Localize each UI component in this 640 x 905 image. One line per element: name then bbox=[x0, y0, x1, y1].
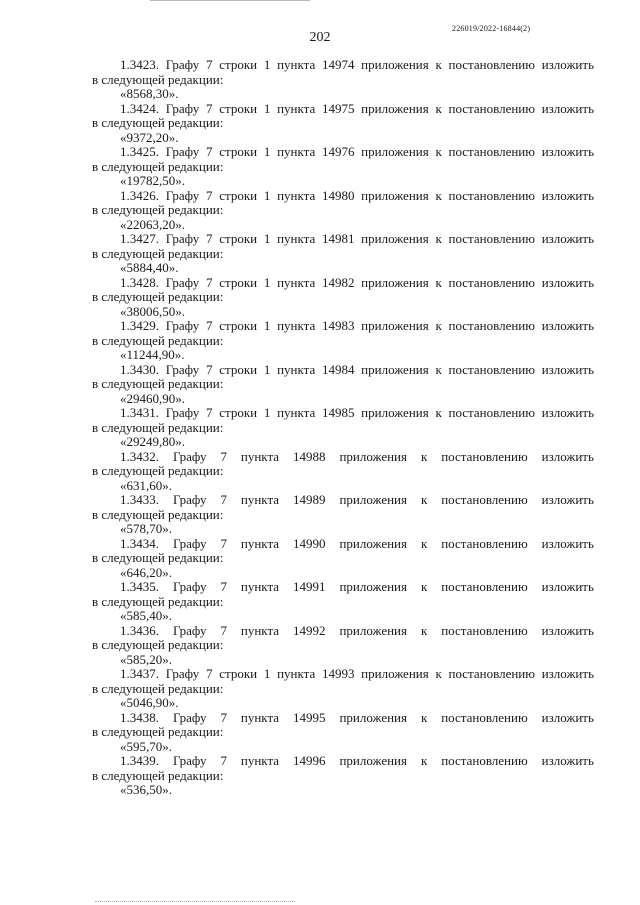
amendment-word: к bbox=[420, 709, 428, 725]
amendment-word: 7 bbox=[206, 318, 213, 333]
amendment-word: Графу bbox=[172, 535, 207, 551]
amendment-word: пункта bbox=[277, 144, 316, 159]
amendment-word: пункта bbox=[240, 622, 280, 638]
amendment-word: приложения bbox=[361, 187, 429, 203]
amendment-word: 14993 bbox=[321, 666, 355, 681]
amendment-word: к bbox=[435, 144, 442, 159]
amendment-word: к bbox=[435, 274, 442, 290]
amendment-word: постановлению bbox=[448, 318, 535, 333]
amendment-word: 7 bbox=[206, 405, 213, 420]
amendment-value: «29249,80». bbox=[120, 434, 185, 449]
amendment-word: к bbox=[435, 100, 442, 116]
amendment-continuation: в следующей редакции: bbox=[92, 71, 224, 87]
amendment-item bbox=[92, 667, 594, 711]
amendment-word: 14982 bbox=[321, 274, 355, 290]
amendment-word: 14984 bbox=[321, 361, 355, 377]
amendment-value: «29460,90». bbox=[120, 390, 185, 406]
amendment-value: «536,50». bbox=[120, 782, 172, 797]
amendment-word: 1 bbox=[263, 100, 271, 116]
amendment-continuation: в следующей редакции: bbox=[92, 724, 224, 739]
amendment-word: Графу bbox=[172, 579, 207, 594]
amendment-first-line bbox=[92, 537, 594, 552]
amendment-word: пункта bbox=[277, 100, 316, 116]
amendment-word: 1.3428. bbox=[120, 274, 159, 290]
amendment-word: 1.3438. bbox=[120, 709, 159, 725]
amendment-word: 7 bbox=[220, 535, 227, 551]
amendment-word: Графу bbox=[172, 753, 207, 768]
amendment-word: 14991 bbox=[293, 579, 326, 594]
amendment-word: приложения bbox=[361, 231, 429, 246]
amendment-first-line bbox=[92, 450, 594, 465]
amendment-word: изложить bbox=[541, 666, 594, 681]
amendment-word: изложить bbox=[541, 753, 594, 768]
amendment-word: 7 bbox=[220, 579, 227, 594]
amendment-word: 1.3437. bbox=[120, 666, 159, 681]
amendment-word: постановлению bbox=[448, 57, 535, 72]
amendment-word: приложения bbox=[339, 448, 407, 464]
amendment-word: 1 bbox=[263, 361, 271, 377]
amendment-word: 7 bbox=[206, 666, 213, 681]
amendment-word: 7 bbox=[206, 100, 213, 116]
amendment-word: 7 bbox=[206, 144, 213, 159]
amendment-word: приложения bbox=[339, 579, 407, 594]
amendment-word: Графу bbox=[165, 100, 200, 116]
amendment-word: строки bbox=[219, 231, 258, 246]
amendment-word: пункта bbox=[277, 187, 316, 203]
amendment-word: Графу bbox=[165, 57, 200, 72]
amendment-word: 14992 bbox=[293, 622, 326, 638]
amendment-word: к bbox=[420, 448, 428, 464]
amendment-first-line bbox=[92, 145, 594, 160]
amendment-word: изложить bbox=[541, 187, 594, 203]
amendment-continuation: в следующей редакции: bbox=[92, 506, 224, 522]
amendment-word: строки bbox=[219, 666, 258, 681]
amendment-word: 14975 bbox=[321, 100, 355, 116]
amendment-word: строки bbox=[219, 57, 258, 72]
amendment-word: к bbox=[435, 405, 442, 420]
amendment-word: приложения bbox=[339, 709, 407, 725]
amendment-item bbox=[92, 102, 594, 146]
amendment-word: 1.3424. bbox=[120, 100, 159, 116]
amendment-continuation: в следующей редакции: bbox=[92, 245, 224, 261]
amendment-value: «646,20». bbox=[120, 564, 172, 580]
amendment-first-line bbox=[92, 711, 594, 726]
amendment-word: к bbox=[420, 622, 428, 638]
amendment-value: «5884,40». bbox=[120, 260, 179, 275]
amendment-word: 7 bbox=[206, 231, 213, 246]
amendment-word: приложения bbox=[339, 492, 407, 507]
amendment-word: 1.3433. bbox=[120, 492, 159, 507]
amendment-item bbox=[92, 189, 594, 233]
amendment-word: изложить bbox=[541, 274, 594, 290]
amendment-word: Графу bbox=[172, 709, 207, 725]
amendment-word: 7 bbox=[220, 753, 227, 768]
amendment-word: 1.3430. bbox=[120, 361, 159, 377]
amendment-continuation: в следующей редакции: bbox=[92, 593, 224, 609]
amendment-value: «585,20». bbox=[120, 651, 172, 667]
amendment-word: 1.3439. bbox=[120, 753, 159, 768]
amendment-value: «5046,90». bbox=[120, 695, 179, 710]
amendment-word: изложить bbox=[541, 318, 594, 333]
amendment-word: к bbox=[435, 57, 442, 72]
amendment-first-line bbox=[92, 493, 594, 508]
amendment-word: 1 bbox=[263, 666, 271, 681]
amendment-word: изложить bbox=[541, 448, 594, 464]
amendment-word: 1 bbox=[263, 231, 271, 246]
amendment-word: приложения bbox=[361, 405, 429, 420]
amendment-word: изложить bbox=[541, 57, 594, 72]
amendment-word: пункта bbox=[277, 405, 316, 420]
amendment-word: изложить bbox=[541, 231, 594, 246]
amendment-item bbox=[92, 624, 594, 668]
amendment-value: «22063,20». bbox=[120, 216, 185, 232]
amendment-word: пункта bbox=[277, 231, 316, 246]
amendment-word: строки bbox=[219, 405, 258, 420]
amendment-word: приложения bbox=[339, 622, 407, 638]
page-number: 202 bbox=[309, 30, 331, 45]
amendment-word: приложения bbox=[339, 535, 407, 551]
amendment-word: постановлению bbox=[448, 231, 535, 246]
amendment-continuation: в следующей редакции: bbox=[92, 289, 224, 304]
amendment-word: к bbox=[420, 535, 428, 551]
amendment-continuation: в следующей редакции: bbox=[92, 115, 224, 130]
top-scan-rule bbox=[150, 0, 310, 1]
amendment-word: 14990 bbox=[293, 535, 326, 551]
amendment-word: пункта bbox=[240, 492, 280, 507]
amendment-continuation: в следующей редакции: bbox=[92, 202, 224, 217]
amendment-value: «11244,90». bbox=[120, 347, 185, 362]
amendment-word: приложения bbox=[361, 57, 429, 72]
amendment-first-line bbox=[92, 319, 594, 334]
amendment-word: приложения bbox=[361, 318, 429, 333]
amendment-word: строки bbox=[219, 100, 258, 116]
amendment-word: 1 bbox=[263, 187, 271, 203]
amendment-word: 1.3427. bbox=[120, 231, 159, 246]
amendment-word: 1 bbox=[263, 144, 271, 159]
document-id: 226019/2022-16844(2) bbox=[452, 24, 531, 33]
amendment-word: к bbox=[435, 361, 442, 377]
amendment-item bbox=[92, 145, 594, 189]
amendment-word: к bbox=[435, 231, 442, 246]
amendment-word: пункта bbox=[240, 709, 280, 725]
amendment-item bbox=[92, 537, 594, 581]
amendment-first-line bbox=[92, 406, 594, 421]
amendment-word: постановлению bbox=[441, 579, 528, 594]
amendment-word: 14996 bbox=[293, 753, 326, 768]
amendment-item bbox=[92, 580, 594, 624]
amendment-first-line bbox=[92, 189, 594, 204]
amendment-word: Графу bbox=[172, 448, 207, 464]
amendment-word: 7 bbox=[206, 187, 213, 203]
amendment-word: изложить bbox=[541, 622, 594, 638]
amendment-first-line bbox=[92, 580, 594, 595]
document-body bbox=[92, 58, 594, 798]
amendment-word: 7 bbox=[206, 274, 213, 290]
amendment-word: изложить bbox=[541, 579, 594, 594]
amendment-word: приложения bbox=[361, 361, 429, 377]
amendment-word: постановлению bbox=[448, 187, 535, 203]
amendment-word: 1 bbox=[263, 57, 271, 72]
amendment-word: пункта bbox=[240, 448, 280, 464]
amendment-word: 1.3426. bbox=[120, 187, 159, 203]
amendment-value: «595,70». bbox=[120, 738, 172, 754]
amendment-word: к bbox=[435, 318, 442, 333]
amendment-word: строки bbox=[219, 361, 258, 377]
amendment-item bbox=[92, 711, 594, 755]
amendment-word: Графу bbox=[165, 405, 200, 420]
amendment-word: Графу bbox=[172, 622, 207, 638]
amendment-item bbox=[92, 754, 594, 798]
amendment-continuation: в следующей редакции: bbox=[92, 767, 224, 783]
amendment-first-line bbox=[92, 363, 594, 378]
amendment-continuation: в следующей редакции: bbox=[92, 680, 224, 696]
amendment-continuation: в следующей редакции: bbox=[92, 550, 224, 565]
amendment-word: приложения bbox=[339, 753, 407, 768]
amendment-value: «9372,20». bbox=[120, 129, 179, 145]
amendment-word: 14976 bbox=[321, 144, 355, 159]
amendment-word: 14981 bbox=[321, 231, 355, 246]
amendment-value: «631,60». bbox=[120, 477, 172, 493]
amendment-item bbox=[92, 363, 594, 407]
amendment-word: к bbox=[420, 753, 428, 768]
amendment-word: постановлению bbox=[441, 709, 528, 725]
amendment-word: пункта bbox=[277, 57, 316, 72]
amendment-word: постановлению bbox=[448, 274, 535, 290]
amendment-word: Графу bbox=[165, 144, 200, 159]
amendment-continuation: в следующей редакции: bbox=[92, 332, 224, 348]
amendment-word: Графу bbox=[165, 318, 200, 333]
amendment-word: изложить bbox=[541, 361, 594, 377]
amendment-word: строки bbox=[219, 274, 258, 290]
amendment-word: приложения bbox=[361, 144, 429, 159]
amendment-word: пункта bbox=[240, 535, 280, 551]
amendment-word: постановлению bbox=[441, 753, 528, 768]
amendment-continuation: в следующей редакции: bbox=[92, 376, 224, 391]
amendment-word: приложения bbox=[361, 666, 429, 681]
amendment-item bbox=[92, 232, 594, 276]
amendment-word: 14974 bbox=[321, 57, 355, 72]
amendment-word: Графу bbox=[165, 274, 200, 290]
amendment-word: к bbox=[420, 579, 428, 594]
amendment-word: пункта bbox=[240, 579, 280, 594]
amendment-word: 7 bbox=[220, 709, 227, 725]
amendment-word: постановлению bbox=[448, 405, 535, 420]
amendment-first-line bbox=[92, 58, 594, 73]
amendment-word: 1 bbox=[263, 274, 271, 290]
amendment-word: 7 bbox=[220, 492, 227, 507]
amendment-word: изложить bbox=[541, 405, 594, 420]
amendment-word: 1.3429. bbox=[120, 318, 159, 333]
amendment-word: постановлению bbox=[448, 666, 535, 681]
amendment-word: пункта bbox=[277, 318, 316, 333]
amendment-first-line bbox=[92, 667, 594, 682]
amendment-word: 1 bbox=[263, 405, 271, 420]
amendment-word: 7 bbox=[220, 622, 227, 638]
amendment-word: 14983 bbox=[321, 318, 355, 333]
amendment-word: 1.3436. bbox=[120, 622, 159, 638]
amendment-item bbox=[92, 406, 594, 450]
amendment-word: 14989 bbox=[293, 492, 326, 507]
amendment-word: Графу bbox=[165, 187, 200, 203]
amendment-word: пункта bbox=[277, 666, 316, 681]
amendment-word: изложить bbox=[541, 144, 594, 159]
amendment-value: «585,40». bbox=[120, 608, 172, 623]
amendment-word: строки bbox=[219, 144, 258, 159]
amendment-word: строки bbox=[219, 187, 258, 203]
amendment-first-line bbox=[92, 102, 594, 117]
amendment-word: 14995 bbox=[293, 709, 326, 725]
amendment-continuation: в следующей редакции: bbox=[92, 158, 224, 174]
amendment-word: 1.3432. bbox=[120, 448, 159, 464]
amendment-word: строки bbox=[219, 318, 258, 333]
amendment-word: 1 bbox=[263, 318, 271, 333]
amendment-word: 14985 bbox=[321, 405, 355, 420]
amendment-word: 7 bbox=[206, 361, 213, 377]
amendment-first-line bbox=[92, 624, 594, 639]
amendment-word: пункта bbox=[240, 753, 280, 768]
amendment-word: постановлению bbox=[441, 448, 528, 464]
amendment-item bbox=[92, 276, 594, 320]
amendment-word: 14988 bbox=[293, 448, 326, 464]
amendment-word: пункта bbox=[277, 361, 316, 377]
amendment-word: приложения bbox=[361, 100, 429, 116]
amendment-word: Графу bbox=[165, 231, 200, 246]
amendment-word: приложения bbox=[361, 274, 429, 290]
amendment-word: Графу bbox=[172, 492, 207, 507]
bottom-scan-noise bbox=[95, 901, 295, 903]
amendment-word: к bbox=[435, 187, 442, 203]
amendment-item bbox=[92, 493, 594, 537]
amendment-continuation: в следующей редакции: bbox=[92, 463, 224, 478]
amendment-word: 7 bbox=[206, 57, 213, 72]
amendment-word: 1.3434. bbox=[120, 535, 159, 551]
amendment-word: изложить bbox=[541, 100, 594, 116]
amendment-word: 1.3435. bbox=[120, 579, 159, 594]
amendment-word: Графу bbox=[165, 361, 200, 377]
amendment-first-line bbox=[92, 232, 594, 247]
amendment-word: 14980 bbox=[321, 187, 355, 203]
amendment-item bbox=[92, 450, 594, 494]
amendment-value: «38006,50». bbox=[120, 303, 185, 319]
amendment-word: 1.3431. bbox=[120, 405, 159, 420]
amendment-word: изложить bbox=[541, 492, 594, 507]
amendment-word: 1.3425. bbox=[120, 144, 159, 159]
amendment-word: 7 bbox=[220, 448, 227, 464]
amendment-continuation: в следующей редакции: bbox=[92, 637, 224, 652]
amendment-first-line bbox=[92, 754, 594, 769]
amendment-word: к bbox=[420, 492, 428, 507]
amendment-word: постановлению bbox=[441, 492, 528, 507]
amendment-word: постановлению bbox=[448, 100, 535, 116]
amendment-word: постановлению bbox=[448, 144, 535, 159]
amendment-value: «578,70». bbox=[120, 521, 172, 536]
amendment-word: Графу bbox=[165, 666, 200, 681]
amendment-item bbox=[92, 319, 594, 363]
amendment-continuation: в следующей редакции: bbox=[92, 419, 224, 435]
amendment-word: постановлению bbox=[441, 535, 528, 551]
amendment-word: к bbox=[435, 666, 442, 681]
amendment-word: изложить bbox=[541, 709, 594, 725]
amendment-word: постановлению bbox=[441, 622, 528, 638]
amendment-value: «8568,30». bbox=[120, 86, 179, 101]
amendment-first-line bbox=[92, 276, 594, 291]
amendment-word: 1.3423. bbox=[120, 57, 159, 72]
amendment-word: изложить bbox=[541, 535, 594, 551]
amendment-word: пункта bbox=[277, 274, 316, 290]
amendment-word: постановлению bbox=[448, 361, 535, 377]
amendment-value: «19782,50». bbox=[120, 173, 185, 188]
amendment-item bbox=[92, 58, 594, 102]
